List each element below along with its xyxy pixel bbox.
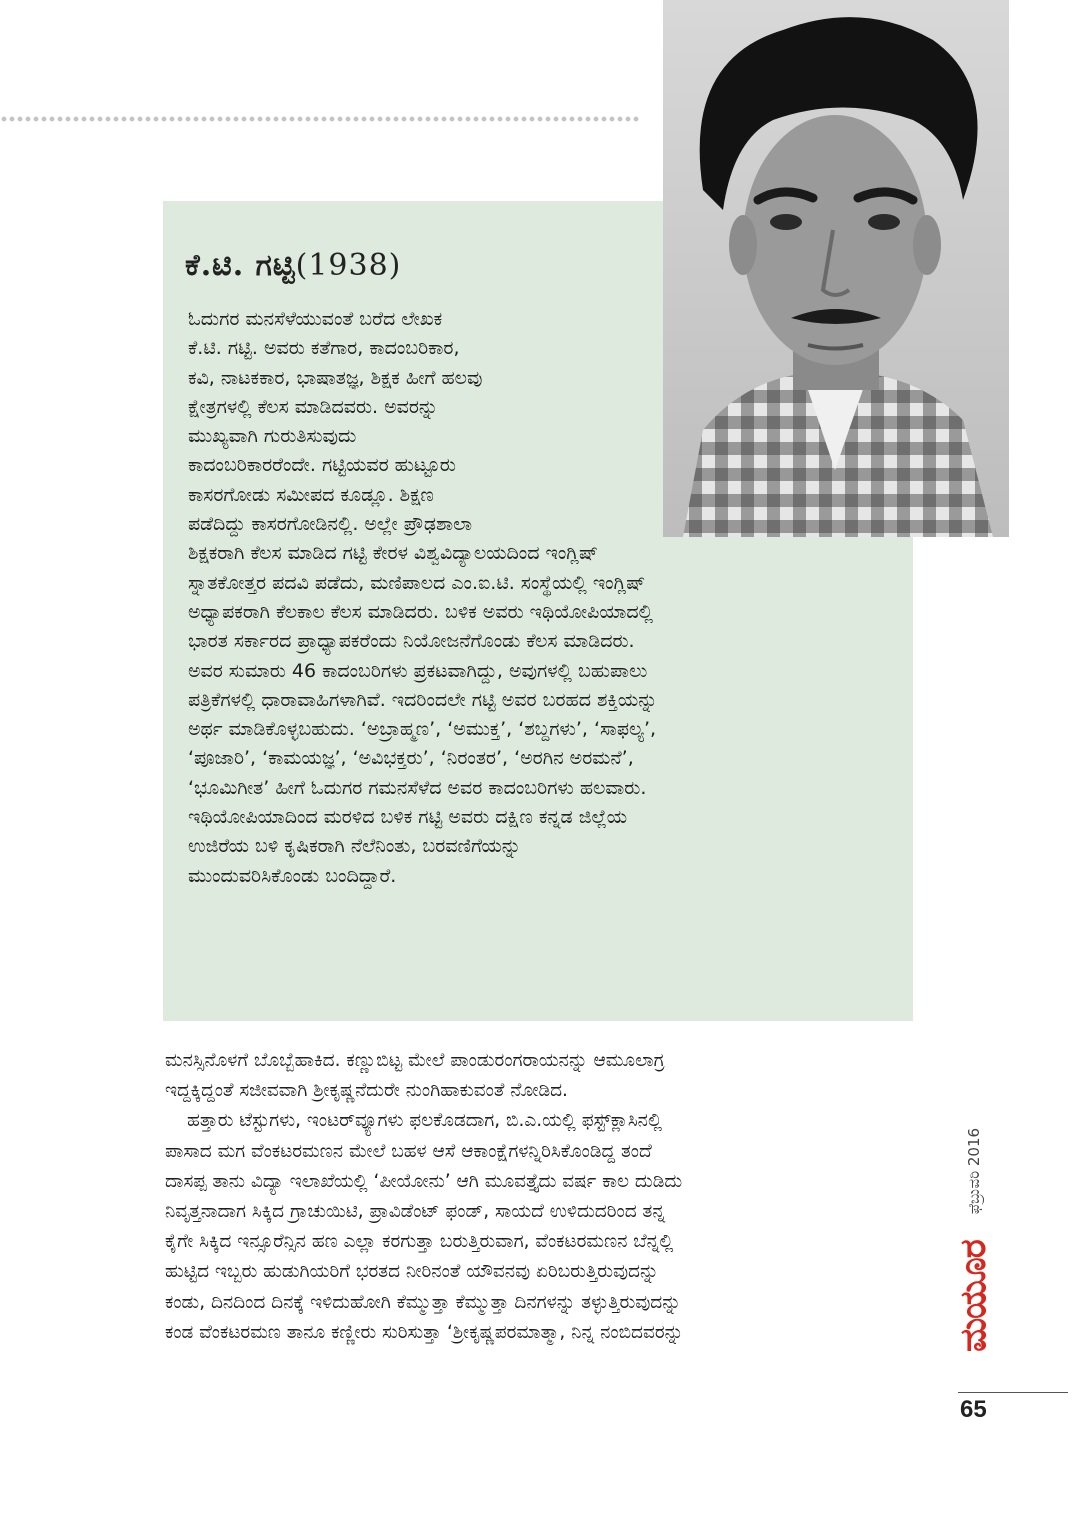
bio-line: ಭಾರತ ಸರ್ಕಾರದ ಪ್ರಾಧ್ಯಾಪಕರೆಂದು ನಿಯೋಜನೆಗೊಂಡು ಕೆಲಸ ಮಾಡಿದರು. [188, 630, 635, 653]
story-line: ಮನಸ್ಸಿನೊಳಗೆ ಬೊಬ್ಬೆಹಾಕಿದ. ಕಣ್ಣುಬಿಟ್ಟ ಮೇಲೆ ಪಾಂಡುರಂಗರಾಯನನ್ನು ಆಮೂಲಾಗ್ರ [165, 1050, 665, 1071]
page-number-rule [958, 1392, 1068, 1393]
bio-line: ಮುಂದುವರಿಸಿಕೊಂಡು ಬಂದಿದ್ದಾರೆ. [188, 864, 397, 887]
story-line: ಹುಟ್ಟಿದ ಇಬ್ಬರು ಹುಡುಗಿಯರಿಗೆ ಭರತದ ನೀರಿನಂತೆ ಯೌವನವು ಏರಿಬರುತ್ತಿರುವುದನ್ನು [165, 1261, 659, 1283]
story-line: ಕಂಡ ವೆಂಕಟರಮಣ ತಾನೂ ಕಣ್ಣೀರು ಸುರಿಸುತ್ತಾ ‘ಶ್ರೀಕೃಷ್ಣಪರಮಾತ್ಮಾ, ನಿನ್ನ ನಂಬಿದವರನ್ನು [165, 1321, 684, 1343]
story-line: ನಿವೃತ್ತನಾದಾಗ ಸಿಕ್ಕಿದ ಗ್ರಾಚುಯಿಟಿ, ಪ್ರಾವಿಡೆಂಟ್ ಫಂಡ್, ಸಾಯದೆ ಉಳಿದುದರಿಂದ ತನ್ನ [165, 1200, 666, 1222]
story-line: ದಾಸಪ್ಪ ತಾನು ವಿದ್ಯಾ ಇಲಾಖೆಯಲ್ಲಿ ‘ಪೀಯೋನು’ ಆಗಿ ಮೂವತ್ತೈದು ವರ್ಷ ಕಾಲ ದುಡಿದು [165, 1170, 683, 1192]
story-paragraph [165, 1046, 925, 1348]
bio-line: ಕ್ಷೇತ್ರಗಳಲ್ಲಿ ಕೆಲಸ ಮಾಡಿದವರು. ಅವರನ್ನು [188, 395, 439, 418]
story-line: ಕಂಡು, ದಿನದಿಂದ ದಿನಕ್ಕೆ ಇಳಿದುಹೋಗಿ ಕೆಮ್ಮುತ್ತಾ ಕೆಮ್ಮುತ್ತಾ ದಿನಗಳನ್ನು ತಳ್ಳುತ್ತಿರುವುದನ್ನು [165, 1291, 681, 1313]
story-line: ಪಾಸಾದ ಮಗ ವೆಂಕಟರಮಣನ ಮೇಲೆ ಬಹಳ ಆಸೆ ಆಕಾಂಕ್ಷೆಗಳನ್ನಿರಿಸಿಕೊಂಡಿದ್ದ ತಂದೆ [165, 1140, 652, 1162]
bio-line: ಪಡೆದಿದ್ದು ಕಾಸರಗೋಡಿನಲ್ಲಿ. ಅಲ್ಲೇ ಪ್ರೌಢಶಾಲಾ [188, 513, 473, 536]
bio-line: ಅವರ ಸುಮಾರು 46 ಕಾದಂಬರಿಗಳು ಪ್ರಕಟವಾಗಿದ್ದು, ಅವುಗಳಲ್ಲಿ ಬಹುಪಾಲು [188, 659, 648, 682]
bio-line: ಅಧ್ಯಾಪಕರಾಗಿ ಕೆಲಕಾಲ ಕೆಲಸ ಮಾಡಿದರು. ಬಳಿಕ ಅವರು ಇಥಿಯೋಪಿಯಾದಲ್ಲಿ [188, 600, 654, 623]
bio-line: ಕವಿ, ನಾಟಕಕಾರ, ಭಾಷಾತಜ್ಞ, ಶಿಕ್ಷಕ ಹೀಗೆ ಹಲವು [188, 366, 483, 389]
bio-line: ಕಾಸರಗೋಡು ಸಮೀಪದ ಕೂಡ್ಲೂ. ಶಿಕ್ಷಣ [188, 483, 434, 506]
story-line: ಇದ್ದಕ್ಕಿದ್ದಂತೆ ಸಜೀವವಾಗಿ ಶ್ರೀಕೃಷ್ಣನೆದುರೇ ನುಂಗಿಹಾಕುವಂತೆ ನೋಡಿದ. [165, 1080, 568, 1102]
magazine-sidebar [950, 1100, 998, 1380]
bio-line: ಅರ್ಥ ಮಾಡಿಕೊಳ್ಳಬಹುದು. ‘ಅಬ್ರಾಹ್ಮಣ’, ‘ಅಮುಕ್ತ’, ‘ಶಬ್ದಗಳು’, ‘ಸಾಫಲ್ಯ’, [188, 718, 657, 741]
page-number: 65 [960, 1396, 987, 1423]
bio-title [185, 248, 401, 283]
bio-line: ಓದುಗರ ಮನಸೆಳೆಯುವಂತೆ ಬರೆದ ಲೇಖಕ [188, 308, 443, 330]
magazine-logo: ಮಯೂರ [953, 1240, 994, 1353]
bio-line: ಪತ್ರಿಕೆಗಳಲ್ಲಿ ಧಾರಾವಾಹಿಗಳಾಗಿವೆ. ಇದರಿಂದಲೇ ಗಟ್ಟಿ ಅವರ ಬರಹದ ಶಕ್ತಿಯನ್ನು [188, 688, 658, 711]
author-birth-year: (1938) [295, 248, 402, 283]
bio-line: ಇಥಿಯೋಪಿಯಾದಿಂದ ಮರಳಿದ ಬಳಿಕ ಗಟ್ಟಿ ಅವರು ದಕ್ಷಿಣ ಕನ್ನಡ ಜಿಲ್ಲೆಯ [188, 806, 628, 829]
bio-line: ಕೆ.ಟಿ. ಗಟ್ಟಿ. ಅವರು ಕತೆಗಾರ, ಕಾದಂಬರಿಕಾರ, [188, 337, 460, 360]
story-line: ಕೈಗೇ ಸಿಕ್ಕಿದ ಇನ್ಸೂರೆನ್ಸಿನ ಹಣ ಎಲ್ಲಾ ಕರಗುತ್ತಾ ಬರುತ್ತಿರುವಾಗ, ವೆಂಕಟರಮಣನ ಬೆನ್ನಲ್ಲಿ [165, 1231, 674, 1253]
dotted-divider [0, 114, 640, 124]
bio-paragraph [188, 305, 908, 891]
bio-line: ಸ್ನಾತಕೋತ್ತರ ಪದವಿ ಪಡೆದು, ಮಣಿಪಾಲದ ಎಂ.ಐ.ಟಿ. ಸಂಸ್ಥೆಯಲ್ಲಿ ಇಂಗ್ಲಿಷ್ [188, 571, 646, 594]
bio-line: ‘ಭೂಮಿಗೀತ’ ಹೀಗೆ ಓದುಗರ ಗಮನಸೆಳೆದ ಅವರ ಕಾದಂಬರಿಗಳು ಹಲವಾರು. [188, 776, 647, 799]
story-line: ಹತ್ತಾರು ಟೆಸ್ಟುಗಳು, ಇಂಟರ್‌ವ್ಯೂಗಳು ಫಲಕೊಡದಾಗ, ಬಿ.ಎ.ಯಲ್ಲಿ ಫಸ್ಟ್‌ಕ್ಲಾಸಿನಲ್ಲಿ [187, 1110, 662, 1132]
bio-line: ಶಿಕ್ಷಕರಾಗಿ ಕೆಲಸ ಮಾಡಿದ ಗಟ್ಟಿ ಕೇರಳ ವಿಶ್ವವಿದ್ಯಾಲಯದಿಂದ ಇಂಗ್ಲಿಷ್ [188, 542, 599, 565]
bio-line: ಕಾದಂಬರಿಕಾರರೆಂದೇ. ಗಟ್ಟಿಯವರ ಹುಟ್ಟೂರು [188, 454, 456, 477]
issue-date: ಫೆಬ್ರುವರಿ 2016 [965, 1127, 983, 1215]
bio-line: ‘ಪೂಜಾರಿ’, ‘ಕಾಮಯಜ್ಞ’, ‘ಅವಿಭಕ್ತರು’, ‘ನಿರಂತರ’, ‘ಅರಗಿನ ಅರಮನೆ’, [188, 747, 634, 770]
author-name: ಕೆ.ಟಿ. ಗಟ್ಟಿ [185, 248, 296, 283]
bio-line: ಮುಖ್ಯವಾಗಿ ಗುರುತಿಸುವುದು [188, 425, 357, 448]
bio-line: ಉಜಿರೆಯ ಬಳಿ ಕೃಷಿಕರಾಗಿ ನೆಲೆನಿಂತು, ಬರವಣಿಗೆಯನ್ನು [188, 835, 521, 858]
